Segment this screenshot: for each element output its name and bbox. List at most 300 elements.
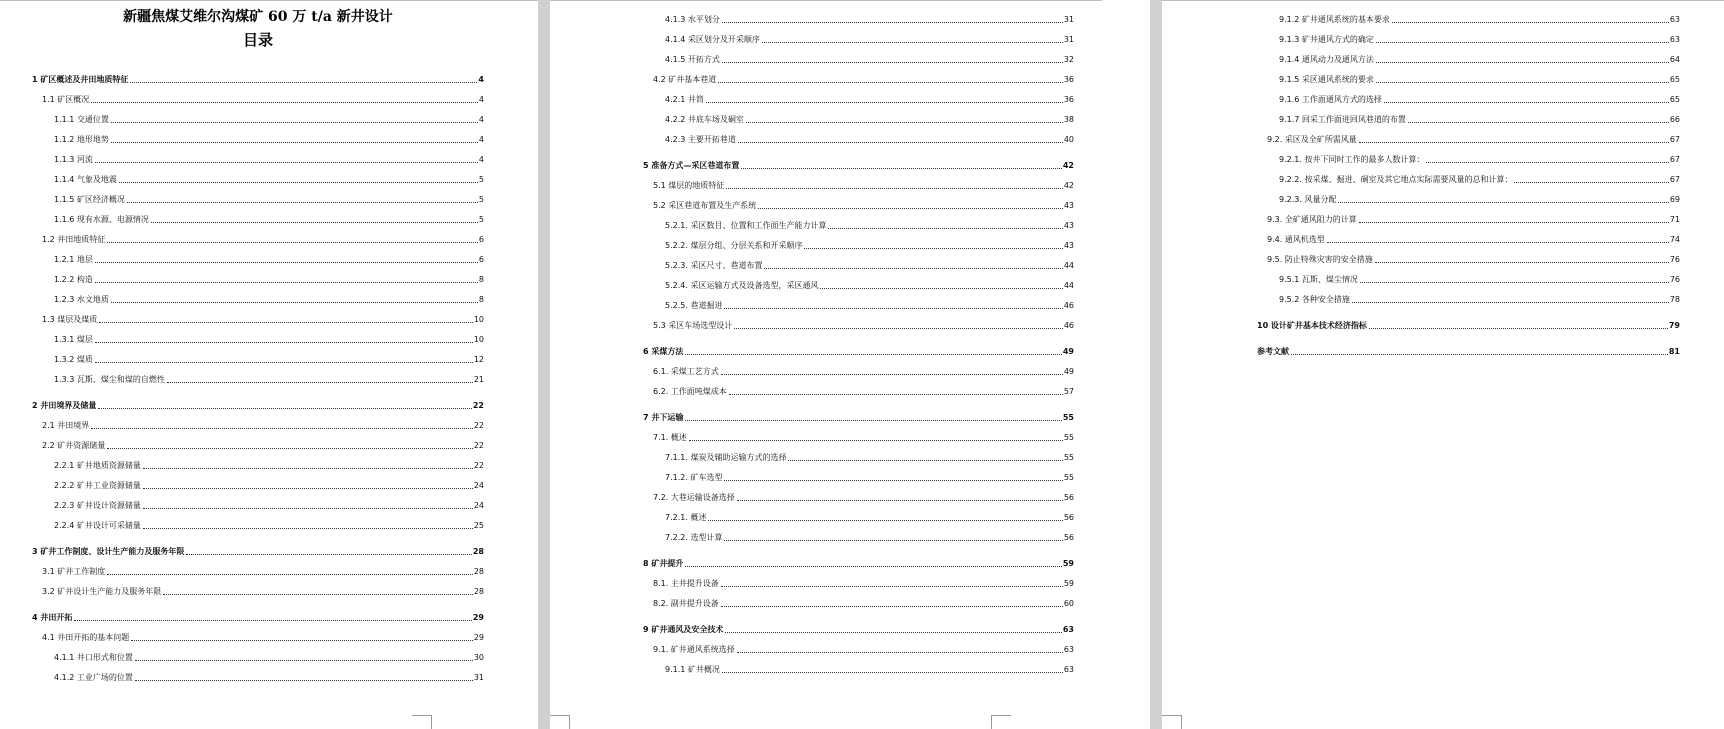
toc-entry-label: 8 矿井提升 — [643, 559, 684, 568]
toc-list — [32, 60, 484, 684]
toc-entry-page-number: 22 — [473, 421, 484, 430]
document-title: 新疆焦煤艾维尔沟煤矿 60 万 t/a 新井设计 — [123, 9, 393, 25]
toc-entry[interactable] — [32, 366, 484, 386]
toc-entry[interactable] — [32, 532, 484, 558]
toc-entry-page-number: 60 — [1063, 599, 1074, 608]
toc-entry-page-number: 63 — [1063, 645, 1074, 654]
toc-entry[interactable] — [643, 6, 1074, 26]
toc-entry[interactable] — [32, 386, 484, 412]
toc-dot-leader — [685, 420, 1062, 421]
toc-entry-page-number: 30 — [473, 653, 484, 662]
toc-entry-label: 9.3. 全矿通风阻力的计算 — [1267, 215, 1357, 224]
toc-entry-page-number: 63 — [1062, 625, 1074, 634]
page-gap — [538, 0, 550, 729]
toc-entry[interactable] — [32, 246, 484, 266]
toc-entry[interactable] — [32, 306, 484, 326]
toc-entry-label: 1.2 井田地质特征 — [42, 235, 106, 244]
toc-entry-page-number: 24 — [473, 501, 484, 510]
toc-entry[interactable] — [643, 464, 1074, 484]
toc-entry[interactable] — [1257, 166, 1680, 186]
toc-entry-label: 4.1.2 工业广场的位置 — [54, 673, 133, 682]
toc-entry[interactable] — [32, 664, 484, 684]
toc-entry-page-number: 4 — [478, 75, 484, 84]
toc-entry-label: 4.2.1 井筒 — [665, 95, 704, 104]
toc-entry-page-number: 29 — [473, 633, 484, 642]
toc-entry[interactable] — [32, 106, 484, 126]
toc-entry-page-number: 25 — [473, 521, 484, 530]
toc-entry[interactable] — [643, 66, 1074, 86]
toc-entry-label: 9.1.2 矿井通风系统的基本要求 — [1279, 15, 1390, 24]
toc-entry[interactable] — [643, 524, 1074, 544]
toc-entry[interactable] — [643, 656, 1074, 676]
toc-entry-label: 5.2.4. 采区运输方式及设备选型，采区通风 — [665, 281, 819, 290]
toc-entry[interactable] — [643, 544, 1074, 570]
toc-entry-label: 1.1.4 气象及地震 — [54, 175, 117, 184]
toc-entry-page-number: 67 — [1669, 135, 1680, 144]
toc-entry-page-number: 55 — [1062, 413, 1074, 422]
toc-dot-leader — [741, 168, 1062, 169]
toc-entry-label: 4.2.3 主要开拓巷道 — [665, 135, 736, 144]
toc-entry-page-number: 36 — [1063, 75, 1074, 84]
toc-dot-leader — [167, 382, 473, 383]
toc-entry[interactable] — [1257, 246, 1680, 266]
toc-entry[interactable] — [643, 610, 1074, 636]
toc-dot-leader — [1384, 102, 1669, 103]
toc-entry[interactable] — [643, 126, 1074, 146]
toc-entry-label: 9.5.1 瓦斯、煤尘情况 — [1279, 275, 1358, 284]
toc-dot-leader — [689, 440, 1063, 441]
toc-entry[interactable] — [643, 332, 1074, 358]
toc-entry[interactable] — [32, 578, 484, 598]
toc-entry-label: 8.1. 主井提升设备 — [653, 579, 719, 588]
toc-entry-page-number: 22 — [473, 461, 484, 470]
toc-entry[interactable] — [643, 192, 1074, 212]
toc-entry-label: 2.2.3 矿井设计资源储量 — [54, 501, 141, 510]
toc-entry-page-number: 21 — [473, 375, 484, 384]
toc-entry[interactable] — [1257, 286, 1680, 306]
document-page-3 — [1162, 0, 1724, 729]
toc-entry-page-number: 49 — [1063, 367, 1074, 376]
toc-dot-leader — [1514, 182, 1668, 183]
toc-dot-leader — [726, 188, 1063, 189]
toc-entry[interactable] — [32, 432, 484, 452]
toc-dot-leader — [764, 268, 1062, 269]
toc-entry-label: 2.1 井田境界 — [42, 421, 90, 430]
toc-entry[interactable] — [643, 172, 1074, 192]
toc-dot-leader — [107, 448, 473, 449]
toc-entry-label: 1 矿区概述及井田地质特征 — [32, 75, 129, 84]
toc-dot-leader — [738, 142, 1063, 143]
toc-entry-page-number: 64 — [1669, 55, 1680, 64]
toc-entry-page-number: 74 — [1669, 235, 1680, 244]
toc-entry-label: 4.1.1 井口形式和位置 — [54, 653, 133, 662]
toc-dot-leader — [111, 142, 478, 143]
toc-dot-leader — [737, 652, 1063, 653]
toc-entry-page-number: 43 — [1063, 201, 1074, 210]
toc-entry-page-number: 32 — [1063, 55, 1074, 64]
toc-entry-page-number: 67 — [1669, 175, 1680, 184]
toc-entry-page-number: 63 — [1669, 35, 1680, 44]
toc-entry[interactable] — [1257, 86, 1680, 106]
toc-entry-page-number: 56 — [1063, 533, 1074, 542]
toc-entry-label: 1.1 矿区概况 — [42, 95, 90, 104]
toc-entry-page-number: 4 — [478, 155, 484, 164]
toc-entry-label: 9.1.3 矿井通风方式的确定 — [1279, 35, 1374, 44]
toc-entry-label: 5.2.5. 巷道掘进 — [665, 301, 723, 310]
toc-entry-label: 4.1.4 采区划分及开采顺序 — [665, 35, 760, 44]
toc-entry[interactable] — [643, 398, 1074, 424]
toc-entry-label: 5.1 煤层的地质特征 — [653, 181, 725, 190]
toc-dot-leader — [95, 342, 473, 343]
toc-entry[interactable] — [643, 312, 1074, 332]
page-corner-mark — [550, 715, 570, 729]
toc-entry[interactable] — [32, 512, 484, 532]
toc-entry-page-number: 78 — [1669, 295, 1680, 304]
toc-entry-label: 5.2.1. 采区数目、位置和工作面生产能力计算 — [665, 221, 827, 230]
toc-entry-page-number: 40 — [1063, 135, 1074, 144]
toc-dot-leader — [107, 574, 473, 575]
toc-entry[interactable] — [32, 186, 484, 206]
toc-entry-label: 1.1.5 矿区经济概况 — [54, 195, 125, 204]
toc-entry-label: 1.3.3 瓦斯、煤尘和煤的自燃性 — [54, 375, 165, 384]
toc-entry-page-number: 81 — [1668, 347, 1680, 356]
toc-entry-label: 10 设计矿井基本技术经济指标 — [1257, 321, 1367, 330]
toc-entry-label: 5.2.2. 煤层分组、分层关系和开采顺序 — [665, 241, 803, 250]
toc-dot-leader — [706, 102, 1063, 103]
toc-entry[interactable] — [643, 484, 1074, 504]
toc-entry-label: 4.2 矿井基本巷道 — [653, 75, 717, 84]
toc-entry-label: 6 采煤方法 — [643, 347, 684, 356]
toc-dot-leader — [724, 480, 1062, 481]
toc-entry-label: 6.2. 工作面吨煤成本 — [653, 387, 727, 396]
toc-entry-page-number: 65 — [1669, 95, 1680, 104]
toc-dot-leader — [762, 42, 1063, 43]
toc-entry-label: 8.2. 副井提升设备 — [653, 599, 719, 608]
toc-entry[interactable] — [32, 286, 484, 306]
toc-dot-leader — [135, 680, 473, 681]
toc-entry[interactable] — [643, 590, 1074, 610]
toc-entry-page-number: 6 — [478, 255, 484, 264]
toc-entry[interactable] — [643, 424, 1074, 444]
toc-dot-leader — [724, 540, 1062, 541]
toc-entry-label: 1.2.1 地层 — [54, 255, 93, 264]
toc-dot-leader — [186, 554, 472, 555]
toc-entry-page-number: 71 — [1669, 215, 1680, 224]
toc-entry-page-number: 29 — [472, 613, 484, 622]
toc-dot-leader — [91, 102, 478, 103]
toc-entry[interactable] — [643, 86, 1074, 106]
toc-entry-page-number: 5 — [478, 195, 484, 204]
toc-dot-leader — [143, 468, 473, 469]
toc-dot-leader — [722, 22, 1063, 23]
toc-entry-page-number: 8 — [478, 295, 484, 304]
toc-entry-page-number: 79 — [1668, 321, 1680, 330]
toc-entry-label: 9.2.3. 风量分配 — [1279, 195, 1337, 204]
toc-entry-page-number: 31 — [1063, 15, 1074, 24]
toc-dot-leader — [74, 620, 472, 621]
toc-entry[interactable] — [32, 226, 484, 246]
toc-entry-label: 7.2.1. 概述 — [665, 513, 707, 522]
toc-dot-leader — [722, 672, 1063, 673]
toc-entry[interactable] — [643, 232, 1074, 252]
toc-entry[interactable] — [1257, 126, 1680, 146]
toc-entry-label: 9.1.7 回采工作面进回风巷道的布置 — [1279, 115, 1406, 124]
toc-entry[interactable] — [32, 558, 484, 578]
toc-dot-leader — [721, 586, 1063, 587]
toc-entry[interactable] — [32, 598, 484, 624]
toc-dot-leader — [91, 428, 473, 429]
toc-entry[interactable] — [643, 358, 1074, 378]
toc-dot-leader — [1392, 22, 1669, 23]
toc-dot-leader — [1375, 262, 1669, 263]
toc-entry[interactable] — [32, 326, 484, 346]
toc-dot-leader — [1359, 222, 1669, 223]
toc-entry-label: 7.1.1. 煤炭及辅助运输方式的选择 — [665, 453, 787, 462]
toc-entry-label: 6.1. 采煤工艺方式 — [653, 367, 719, 376]
toc-entry-label: 1.1.3 河流 — [54, 155, 93, 164]
toc-entry[interactable] — [1257, 66, 1680, 86]
toc-dot-leader — [130, 82, 477, 83]
toc-entry-label: 2 井田境界及储量 — [32, 401, 97, 410]
toc-entry-label: 9.2. 采区及全矿所需风量 — [1267, 135, 1357, 144]
toc-entry-page-number: 5 — [478, 175, 484, 184]
toc-entry[interactable] — [32, 624, 484, 644]
toc-entry[interactable] — [1257, 186, 1680, 206]
toc-entry[interactable] — [1257, 306, 1680, 332]
toc-entry-page-number: 28 — [472, 547, 484, 556]
toc-dot-leader — [1291, 354, 1668, 355]
toc-dot-leader — [111, 122, 478, 123]
toc-dot-leader — [131, 640, 473, 641]
toc-entry-page-number: 12 — [473, 355, 484, 364]
toc-entry-label: 1.1.1 交通位置 — [54, 115, 109, 124]
toc-entry-page-number: 49 — [1062, 347, 1074, 356]
toc-entry[interactable] — [1257, 226, 1680, 246]
toc-entry-page-number: 76 — [1669, 275, 1680, 284]
toc-entry[interactable] — [1257, 46, 1680, 66]
toc-entry[interactable] — [32, 126, 484, 146]
toc-entry-page-number: 44 — [1063, 261, 1074, 270]
toc-entry-label: 3 矿井工作制度、设计生产能力及服务年限 — [32, 547, 185, 556]
toc-entry[interactable] — [1257, 332, 1680, 358]
toc-entry-label: 5.2.3. 采区尺寸、巷道布置 — [665, 261, 763, 270]
toc-entry[interactable] — [32, 206, 484, 226]
toc-entry-label: 1.3.2 煤质 — [54, 355, 93, 364]
toc-entry-page-number: 24 — [473, 481, 484, 490]
toc-entry-label: 9.2.1. 按井下同时工作的最多人数计算： — [1279, 155, 1425, 164]
toc-dot-leader — [163, 594, 473, 595]
toc-dot-leader — [1376, 42, 1669, 43]
toc-entry[interactable] — [32, 346, 484, 366]
toc-entry[interactable] — [643, 212, 1074, 232]
toc-entry-label: 参考文献 — [1257, 347, 1289, 356]
toc-entry-label: 4.1.5 开拓方式 — [665, 55, 720, 64]
toc-entry[interactable] — [643, 46, 1074, 66]
toc-entry[interactable] — [1257, 146, 1680, 166]
toc-entry-label: 3.2 矿井设计生产能力及服务年限 — [42, 587, 162, 596]
toc-entry-page-number: 28 — [473, 567, 484, 576]
toc-entry[interactable] — [643, 106, 1074, 126]
toc-dot-leader — [685, 566, 1062, 567]
toc-entry-page-number: 59 — [1063, 579, 1074, 588]
toc-entry-label: 9.5. 防止特殊灾害的安全措施 — [1267, 255, 1373, 264]
toc-entry[interactable] — [643, 378, 1074, 398]
toc-dot-leader — [721, 606, 1063, 607]
toc-entry-page-number: 38 — [1063, 115, 1074, 124]
toc-dot-leader — [718, 82, 1063, 83]
toc-entry-page-number: 8 — [478, 275, 484, 284]
toc-entry-label: 9.1.5 采区通风系统的要求 — [1279, 75, 1374, 84]
toc-entry-page-number: 56 — [1063, 513, 1074, 522]
toc-entry-label: 1.2.2 构造 — [54, 275, 93, 284]
toc-dot-leader — [119, 182, 478, 183]
toc-entry[interactable] — [1257, 266, 1680, 286]
toc-entry[interactable] — [643, 636, 1074, 656]
page-top-border — [1162, 0, 1724, 1]
toc-entry[interactable] — [643, 570, 1074, 590]
toc-entry-page-number: 10 — [473, 315, 484, 324]
toc-dot-leader — [107, 242, 478, 243]
toc-dot-leader — [820, 288, 1062, 289]
page-top-border — [0, 0, 538, 1]
toc-dot-leader — [758, 208, 1063, 209]
toc-entry-label: 4 井田开拓 — [32, 613, 73, 622]
toc-dot-leader — [127, 202, 478, 203]
toc-dot-leader — [1369, 328, 1668, 329]
toc-entry[interactable] — [643, 444, 1074, 464]
toc-entry-page-number: 55 — [1063, 453, 1074, 462]
toc-dot-leader — [724, 308, 1062, 309]
toc-entry[interactable] — [643, 26, 1074, 46]
toc-entry-page-number: 56 — [1063, 493, 1074, 502]
toc-dot-leader — [1426, 162, 1668, 163]
toc-entry-label: 1.1.2 地形地势 — [54, 135, 109, 144]
toc-entry-label: 4.1 井田开拓的基本问题 — [42, 633, 130, 642]
toc-entry[interactable] — [1257, 26, 1680, 46]
toc-entry[interactable] — [32, 146, 484, 166]
toc-entry-page-number: 43 — [1063, 241, 1074, 250]
toc-entry-page-number: 36 — [1063, 95, 1074, 104]
toc-entry-page-number: 63 — [1669, 15, 1680, 24]
toc-entry[interactable] — [1257, 106, 1680, 126]
toc-entry-label: 1.2.3 水文地质 — [54, 295, 109, 304]
toc-entry[interactable] — [643, 146, 1074, 172]
toc-entry-page-number: 42 — [1063, 181, 1074, 190]
toc-dot-leader — [143, 528, 473, 529]
toc-entry-page-number: 63 — [1063, 665, 1074, 674]
toc-entry-label: 1.3 煤层及煤质 — [42, 315, 98, 324]
toc-entry[interactable] — [32, 266, 484, 286]
toc-entry[interactable] — [32, 452, 484, 472]
toc-dot-leader — [737, 500, 1063, 501]
toc-entry-label: 9.1.4 通风动力及通风方法 — [1279, 55, 1374, 64]
toc-dot-leader — [1360, 282, 1669, 283]
toc-dot-leader — [708, 520, 1062, 521]
toc-entry[interactable] — [643, 272, 1074, 292]
toc-dot-leader — [1338, 202, 1668, 203]
toc-entry-page-number: 59 — [1062, 559, 1074, 568]
toc-dot-leader — [685, 354, 1062, 355]
toc-dot-leader — [1376, 62, 1669, 63]
toc-dot-leader — [135, 660, 473, 661]
toc-entry[interactable] — [32, 472, 484, 492]
toc-entry-label: 9.4. 通风机选型 — [1267, 235, 1325, 244]
toc-dot-leader — [788, 460, 1062, 461]
toc-entry-page-number: 28 — [473, 587, 484, 596]
toc-entry-page-number: 44 — [1063, 281, 1074, 290]
toc-entry-page-number: 69 — [1669, 195, 1680, 204]
toc-entry-label: 9 矿井通风及安全技术 — [643, 625, 724, 634]
page-corner-mark — [991, 715, 1011, 729]
toc-entry-label: 2.2.4 矿井设计可采储量 — [54, 521, 141, 530]
toc-dot-leader — [95, 362, 473, 363]
toc-entry-page-number: 6 — [478, 235, 484, 244]
toc-entry[interactable] — [643, 504, 1074, 524]
toc-entry-page-number: 66 — [1669, 115, 1680, 124]
toc-dot-leader — [99, 322, 473, 323]
toc-entry-page-number: 4 — [478, 135, 484, 144]
page-top-border — [550, 0, 1102, 1]
toc-entry-label: 7.1.2. 矿车选型 — [665, 473, 723, 482]
toc-entry-label: 4.2.2 井底车场及硐室 — [665, 115, 744, 124]
toc-entry-label: 4.1.3 水平划分 — [665, 15, 720, 24]
toc-entry-label: 5.2 采区巷道布置及生产系统 — [653, 201, 757, 210]
toc-entry[interactable] — [643, 292, 1074, 312]
toc-dot-leader — [1376, 82, 1669, 83]
toc-dot-leader — [95, 162, 478, 163]
toc-entry-label: 9.2.2. 按采煤、掘进、硐室及其它地点实际需要风量的总和计算： — [1279, 175, 1513, 184]
toc-entry-label: 9.1.1 矿井概况 — [665, 665, 720, 674]
toc-entry-page-number: 46 — [1063, 301, 1074, 310]
toc-entry-label: 7.1. 概述 — [653, 433, 687, 442]
toc-entry-page-number: 42 — [1062, 161, 1074, 170]
toc-heading: 目录 — [242, 31, 273, 49]
toc-entry[interactable] — [1257, 206, 1680, 226]
toc-entry-label: 5.3 采区车场选型设计 — [653, 321, 733, 330]
toc-dot-leader — [725, 632, 1062, 633]
toc-entry-page-number: 10 — [473, 335, 484, 344]
toc-dot-leader — [746, 122, 1063, 123]
toc-dot-leader — [734, 328, 1063, 329]
toc-list — [643, 6, 1074, 676]
toc-entry[interactable] — [32, 60, 484, 86]
toc-entry-page-number: 76 — [1669, 255, 1680, 264]
toc-entry[interactable] — [32, 492, 484, 512]
toc-entry-label: 5 准备方式—采区巷道布置 — [643, 161, 740, 170]
toc-entry[interactable] — [32, 412, 484, 432]
toc-dot-leader — [1327, 242, 1669, 243]
toc-entry-label: 7 井下运输 — [643, 413, 684, 422]
toc-dot-leader — [1359, 142, 1669, 143]
toc-dot-leader — [143, 508, 473, 509]
toc-entry[interactable] — [32, 166, 484, 186]
toc-entry-page-number: 67 — [1669, 155, 1680, 164]
toc-dot-leader — [729, 394, 1063, 395]
toc-entry-page-number: 55 — [1063, 473, 1074, 482]
toc-dot-leader — [804, 248, 1062, 249]
toc-entry-page-number: 43 — [1063, 221, 1074, 230]
toc-entry-label: 3.1 矿井工作制度 — [42, 567, 106, 576]
toc-entry-label: 9.1.6 工作面通风方式的选择 — [1279, 95, 1382, 104]
toc-entry-page-number: 4 — [478, 115, 484, 124]
toc-entry[interactable] — [32, 644, 484, 664]
toc-entry[interactable] — [643, 252, 1074, 272]
toc-entry-label: 7.2.2. 选型计算 — [665, 533, 723, 542]
toc-entry-page-number: 55 — [1063, 433, 1074, 442]
toc-entry-label: 2.2.2 矿井工业资源储量 — [54, 481, 141, 490]
toc-entry[interactable] — [32, 86, 484, 106]
toc-entry[interactable] — [1257, 6, 1680, 26]
